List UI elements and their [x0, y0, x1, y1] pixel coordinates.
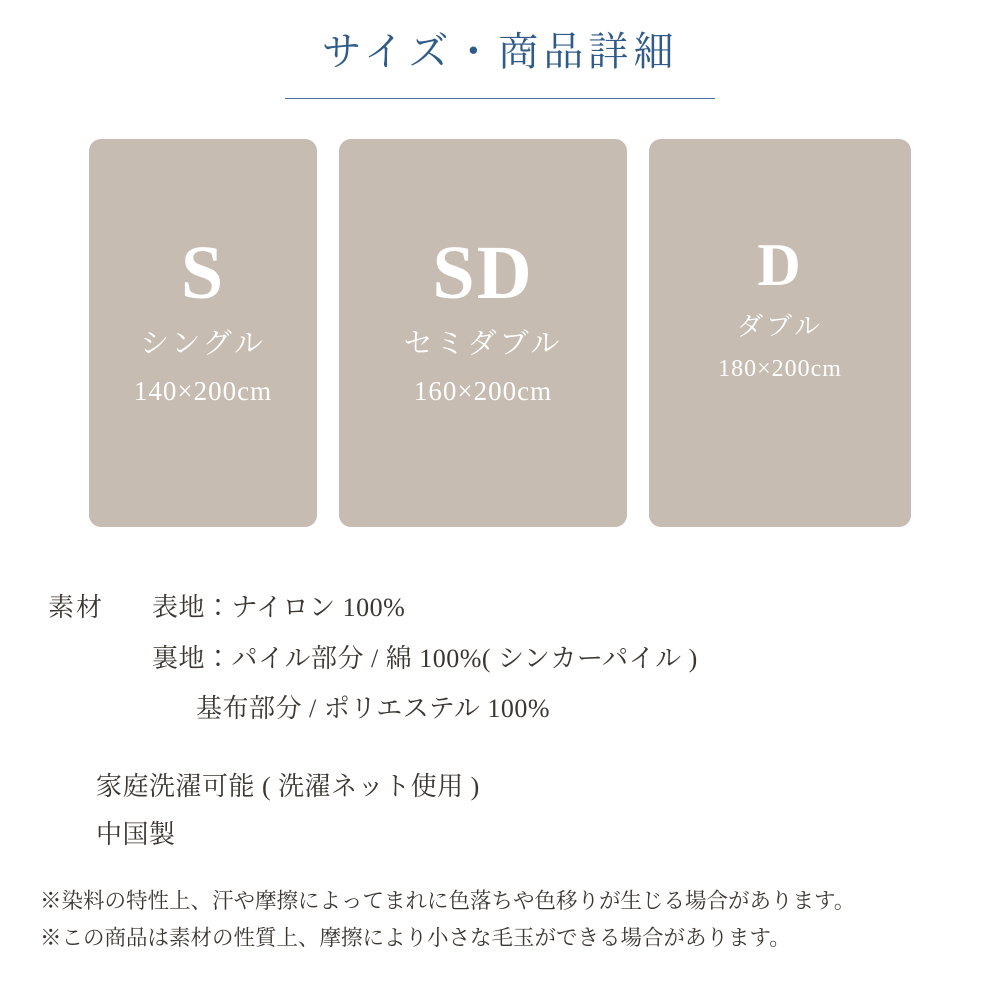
- title-divider: [285, 98, 715, 99]
- footnote-block: [40, 883, 855, 958]
- size-name: セミダブル: [403, 328, 563, 360]
- size-code: SD: [432, 231, 534, 315]
- size-name: シングル: [140, 328, 266, 360]
- material-line-face: 表地：ナイロン 100%: [152, 593, 406, 622]
- care-line-washable: 家庭洗濯可能 ( 洗濯ネット使用 ): [96, 772, 480, 802]
- footnote-dye: ※染料の特性上、汗や摩擦によってまれに色落ちや色移りが生じる場合があります。: [40, 888, 856, 913]
- material-line-back: 裏地：パイル部分 / 綿 100%( シンカーパイル ): [152, 643, 698, 673]
- size-code: S: [180, 231, 226, 315]
- care-instruction-block: [0, 763, 1000, 859]
- size-dimensions: 140×200cm: [133, 375, 273, 406]
- size-name: ダブル: [737, 312, 823, 341]
- footnote-pilling: ※この商品は素材の性質上、摩擦により小さな毛玉ができる場合があります。: [40, 926, 791, 951]
- material-spec-row: [48, 583, 1000, 735]
- page-header: [0, 0, 1000, 99]
- page-title: サイズ・商品詳細: [321, 29, 679, 74]
- size-card-double: [649, 139, 911, 527]
- material-line-base: 基布部分 / ポリエステル 100%: [196, 694, 551, 724]
- material-values: [152, 583, 1000, 735]
- size-dimensions: 160×200cm: [413, 375, 553, 406]
- material-spec-block: [0, 583, 1000, 735]
- size-card-single: [89, 139, 317, 527]
- size-card-semi-double: [339, 139, 627, 527]
- material-label: 素材: [48, 593, 105, 622]
- size-dimensions: 180×200cm: [718, 356, 842, 383]
- care-line-origin: 中国製: [96, 820, 176, 850]
- size-card-list: [0, 139, 1000, 527]
- size-code: D: [757, 232, 803, 298]
